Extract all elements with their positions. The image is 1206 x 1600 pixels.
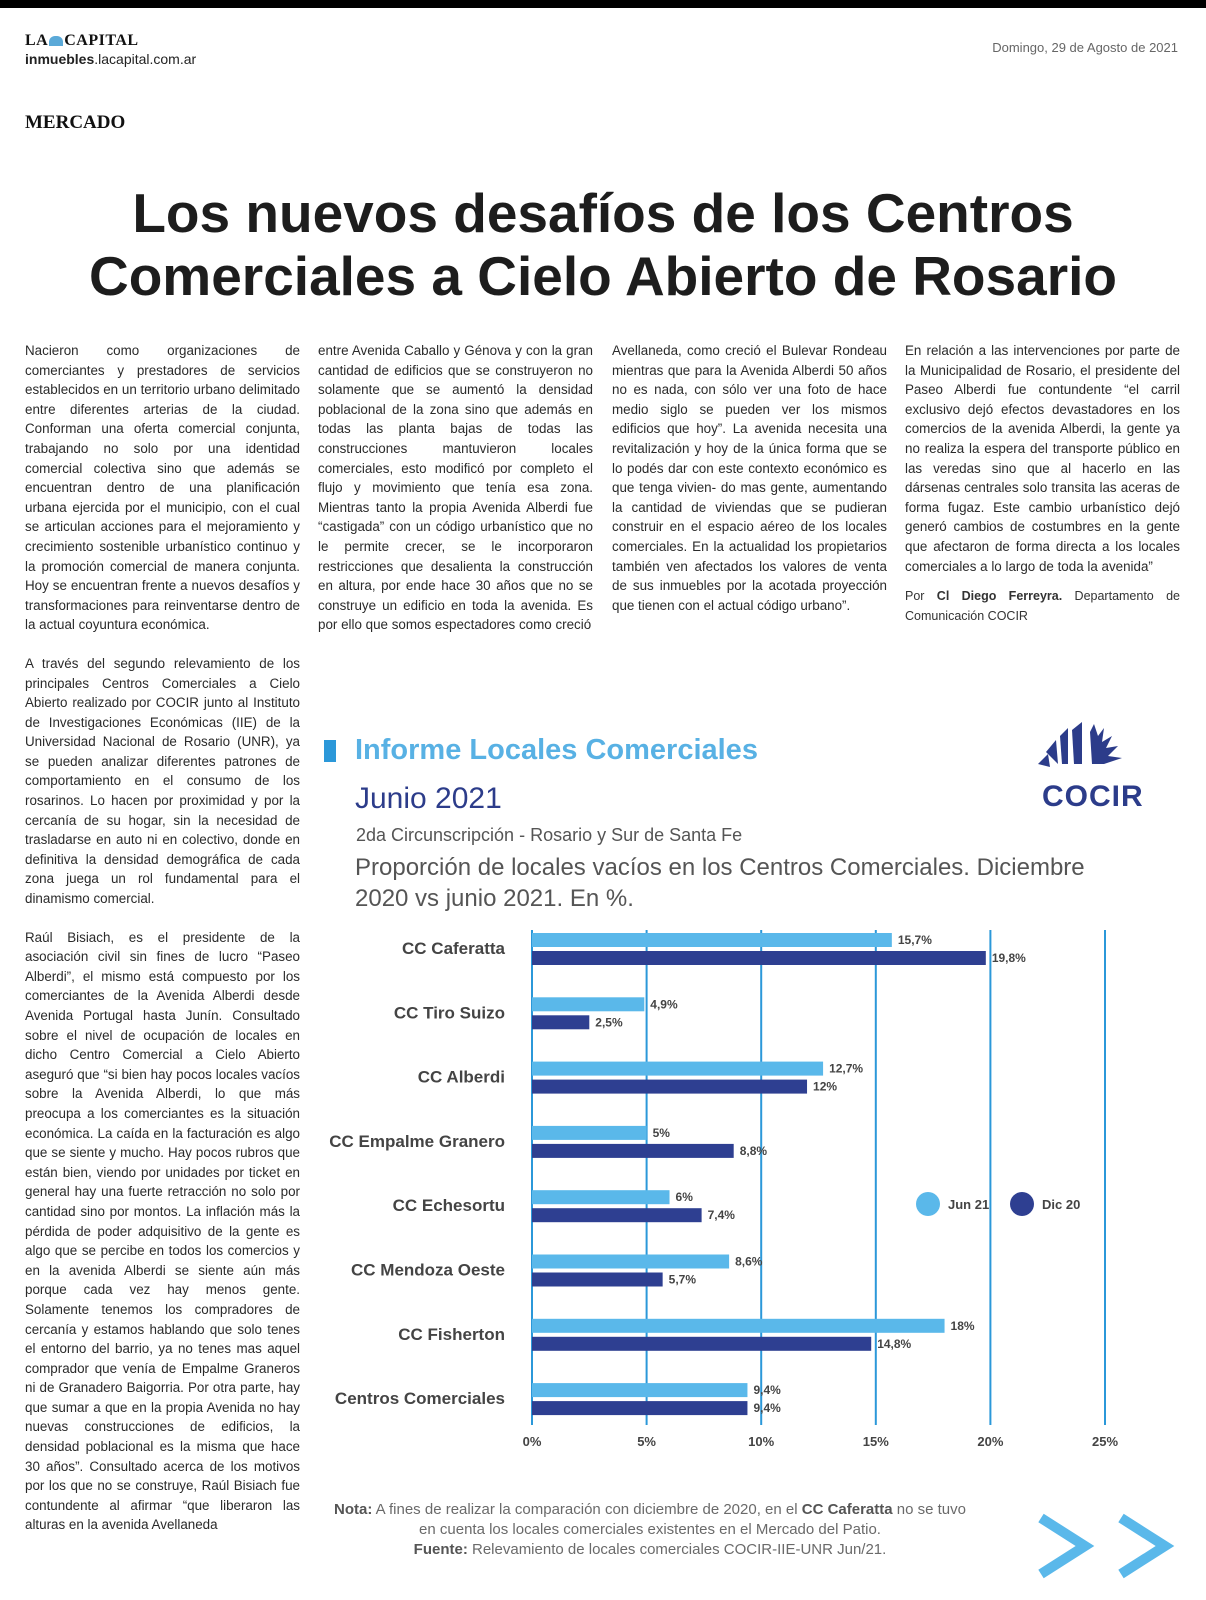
legend-swatch xyxy=(916,1192,940,1216)
data-label: 6% xyxy=(675,1190,693,1205)
data-label: 15,7% xyxy=(897,933,932,947)
article-column-1 xyxy=(25,341,300,1554)
paragraph: entre Avenida Caballo y Génova y con la gran cantidad de edificios que se construyeron no solamente que se aumentó la densidad poblacional de la zona sino que además en todas las planta bajas de todas las construcciones mantuvieron locales comerciales, esto modificó por completo el flujo y movimiento que tenía esa zona. Mientras tanto la propia Avenida Alberdi fue “castigada” con un código urbanístico que no le permite crecer, se le incorporaron restricciones que desalienta la construcción en altura, por ende hace 30 años que no se construye un edificio en toda la avenida. Es por ello que somos espectadores como creció xyxy=(318,343,593,633)
legend-swatch xyxy=(1010,1192,1034,1216)
data-label: 4,9% xyxy=(650,997,678,1012)
bar xyxy=(532,1015,589,1029)
bar xyxy=(532,1273,663,1287)
bar xyxy=(532,1126,647,1140)
bar xyxy=(532,1337,871,1351)
x-tick-label: 10% xyxy=(748,1434,775,1449)
category-label: CC Fisherton xyxy=(398,1324,505,1344)
bar xyxy=(532,1080,807,1094)
source-text: Relevamiento de locales comerciales COCIR-IIE-UNR Jun/21. xyxy=(472,1541,887,1558)
bar xyxy=(532,951,986,965)
infographic-subtitle: 2da Circunscripción - Rosario y Sur de Santa Fe xyxy=(356,825,743,845)
bar xyxy=(532,1062,823,1076)
next-page-arrows-icon[interactable] xyxy=(1035,1512,1175,1580)
data-label: 5% xyxy=(652,1125,670,1140)
data-label: 12,7% xyxy=(829,1061,864,1076)
paragraph: Raúl Bisiach, es el presidente de la asociación civil sin fines de lucro “Paseo Alberdi”, el mismo está compuesto por los comerciantes de la Avenida Alberdi desde Avenida Portugal hasta Junín. Consultado sobre el nivel de ocupación de locales en dicho Centro Comercial a Cielo Abierto aseguró que “si bien hay pocos locales vacíos sobre la Avenida Alberdi, lo que más preocupa a los comerciantes es la situación económica. La caída en la facturación es algo que se siente y mucho. Hay pocos rubros que están bien, viendo por unidades por ticket en general hay una fuerte retracción no solo por cantidad sino por montos. La inflación más la pérdida de poder adquisitivo de la gente es algo que se percibe en todos los comercios y en la avenida Alberdi se siente aún más porque cada vez hay menos gente. Solamente tenemos los compradores de cercanía y estamos hablando que solo tenes el entorno del barrio, ya no tenes mas aquel comprador que venía de Empalme Graneros ni de Granadero Baigorria. Por otra parte, hay que sumar a que en la propia Avenida no hay nuevas construcciones de edificios, la densidad poblacional es la misma que hace 30 años”. Consultado acerca de los motivos por los que no se construye, Raúl Bisiach fue contundente al afirmar “que liberaron las alturas en la avenida Avellaneda xyxy=(25,929,300,1533)
headline xyxy=(0,182,1206,308)
data-label: 8,6% xyxy=(735,1254,763,1269)
data-label: 14,8% xyxy=(877,1336,912,1351)
headline-line-1: Los nuevos desafíos de los Centros xyxy=(132,182,1074,244)
bar xyxy=(532,1144,734,1158)
infographic-title: Informe Locales Comerciales xyxy=(355,734,758,766)
cocir-logo-text: COCIR xyxy=(1042,780,1144,813)
byline-author: Cl Diego Ferreyra. xyxy=(936,589,1063,604)
top-border xyxy=(0,0,1206,8)
data-label: 9,4% xyxy=(753,1401,781,1416)
bar xyxy=(532,1208,702,1222)
category-label: Centros Comerciales xyxy=(334,1389,505,1409)
infographic-accent-bar xyxy=(324,740,336,762)
chart-notes xyxy=(325,1500,975,1560)
note-text: A fines de realizar la comparación con diciembre de 2020, en el xyxy=(375,1501,798,1518)
byline xyxy=(905,586,1180,626)
article-column-4 xyxy=(905,341,1180,626)
category-label: CC Tiro Suizo xyxy=(393,1003,505,1023)
site-url-rest: .lacapital.com.ar xyxy=(94,51,197,67)
data-label: 7,4% xyxy=(707,1208,735,1223)
site-url-bold: inmuebles xyxy=(25,51,95,67)
data-label: 2,5% xyxy=(595,1015,623,1030)
article-column-3 xyxy=(612,341,887,634)
bar-chart xyxy=(325,930,1185,1490)
bar xyxy=(532,1401,747,1415)
note-label: Nota: xyxy=(333,1501,373,1518)
article-column-2 xyxy=(318,341,593,654)
legend-label: Jun 21 xyxy=(948,1197,990,1212)
bar xyxy=(532,1383,747,1397)
data-label: 19,8% xyxy=(991,951,1026,965)
paragraph: Nacieron como organizaciones de comerciantes y prestadores de servicios establecidos en un territorio urbano delimitado entre diferentes arterias de la ciudad. Conforman una oferta comercial conjunta, trabajando no solo por una identidad comercial colectiva sino que además se encuentran dentro de una planificación urbana ejercida por el municipio, con el cual se articulan acciones para el mejoramiento y crecimiento sostenible urbanístico continuo y la promoción comercial de manera conjunta. Hoy se encuentran frente a nuevos desafíos y transformaciones para reinventarse dentro de la actual coyuntura económica. xyxy=(25,343,300,633)
category-label: CC Mendoza Oeste xyxy=(351,1260,505,1280)
bar xyxy=(532,1255,729,1269)
chart-source xyxy=(325,1540,975,1560)
infographic-month: Junio 2021 xyxy=(355,782,502,815)
bar xyxy=(532,933,892,947)
source-label: Fuente: xyxy=(413,1541,468,1558)
infographic-description: Proporción de locales vacíos en los Centros Comerciales. Diciembre 2020 vs junio 2021. En %. xyxy=(355,854,1085,912)
logo[interactable]: LA CAPITAL xyxy=(25,32,139,49)
masthead xyxy=(25,32,196,67)
data-label: 8,8% xyxy=(739,1143,768,1158)
paragraph: A través del segundo relevamiento de los principales Centros Comerciales a Cielo Abierto realizado por COCIR junto al Instituto de Investigaciones Económicas (IIE) de la Universidad Nacional de Rosario (UNR), ya se pueden analizar diferentes patrones de comportamiento en el consumo de los rosarinos. Lo hacen por proximidad y por la cercanía de su hogar, sin la necesidad de trasladarse en auto ni en colectivo, donde en definitiva la densidad demográfica de cada zona juega un rol fundamental para el dinamismo comercial. xyxy=(25,655,300,907)
data-label: 5,7% xyxy=(668,1272,697,1287)
data-label: 12% xyxy=(813,1079,838,1094)
site-url[interactable] xyxy=(25,51,196,67)
x-tick-label: 25% xyxy=(1091,1434,1119,1449)
category-label: CC Empalme Granero xyxy=(329,1131,505,1151)
chart-note xyxy=(325,1500,975,1540)
note-text-2: no se tuvo en cuenta los locales comerciales existentes en el Mercado del Patio. xyxy=(419,1501,966,1538)
category-label: CC Alberdi xyxy=(417,1067,505,1087)
data-label: 18% xyxy=(950,1318,975,1333)
legend-label: Dic 20 xyxy=(1042,1197,1081,1212)
bar xyxy=(532,1190,670,1204)
x-tick-label: 20% xyxy=(977,1434,1004,1449)
byline-prefix: Por xyxy=(905,589,925,604)
paragraph: Avellaneda, como creció el Bulevar Rondeau mientras que para la Avenida Alberdi 50 años no es nada, con sólo ver una foto de hace medio siglo se pueden ver los mismos edificios que hoy”. La avenida necesita una revitalización y hoy de la única forma que se lo podés dar con este contexto económico es que tenga vivien- do mas gente, aumentando la cantidad de viviendas que se pudieran construir en el espacio aéreo de los locales comerciales. En la actualidad los propietarios también ven afectados los valores de venta de sus inmuebles por la acotada proyección que tienen con el actual código urbano”. xyxy=(612,343,887,613)
x-tick-label: 5% xyxy=(637,1434,656,1449)
data-label: 9,4% xyxy=(753,1383,781,1398)
paragraph: En relación a las intervenciones por parte de la Municipalidad de Rosario, el presidente del Paseo Alberdi fue contundente “el carril exclusivo dejó efectos devastadores en los comercios de la avenida Alberdi, la gente ya no realiza la espera del transporte público en las veredas sino que al hacerlo en las dársenas centrales solo transita las aceras de forma fugaz. Este cambio urbanístico dejó generó cambios de costumbres en la gente que afectaron de forma directa a los locales comerciales a lo largo de toda la avenida” xyxy=(905,343,1180,574)
note-highlight: CC Caferatta xyxy=(801,1501,893,1518)
publication-date: Domingo, 29 de Agosto de 2021 xyxy=(992,40,1178,55)
headline-line-2: Comerciales a Cielo Abierto de Rosario xyxy=(88,245,1117,307)
bar xyxy=(532,997,644,1011)
x-tick-label: 15% xyxy=(862,1434,889,1449)
x-tick-label: 0% xyxy=(522,1434,542,1449)
category-label: CC Caferatta xyxy=(402,939,505,958)
byline-department: Departamento de Comunicación COCIR xyxy=(905,589,1180,624)
section-label: MERCADO xyxy=(25,112,126,133)
bar xyxy=(532,1319,945,1333)
category-label: CC Echesortu xyxy=(392,1196,505,1216)
